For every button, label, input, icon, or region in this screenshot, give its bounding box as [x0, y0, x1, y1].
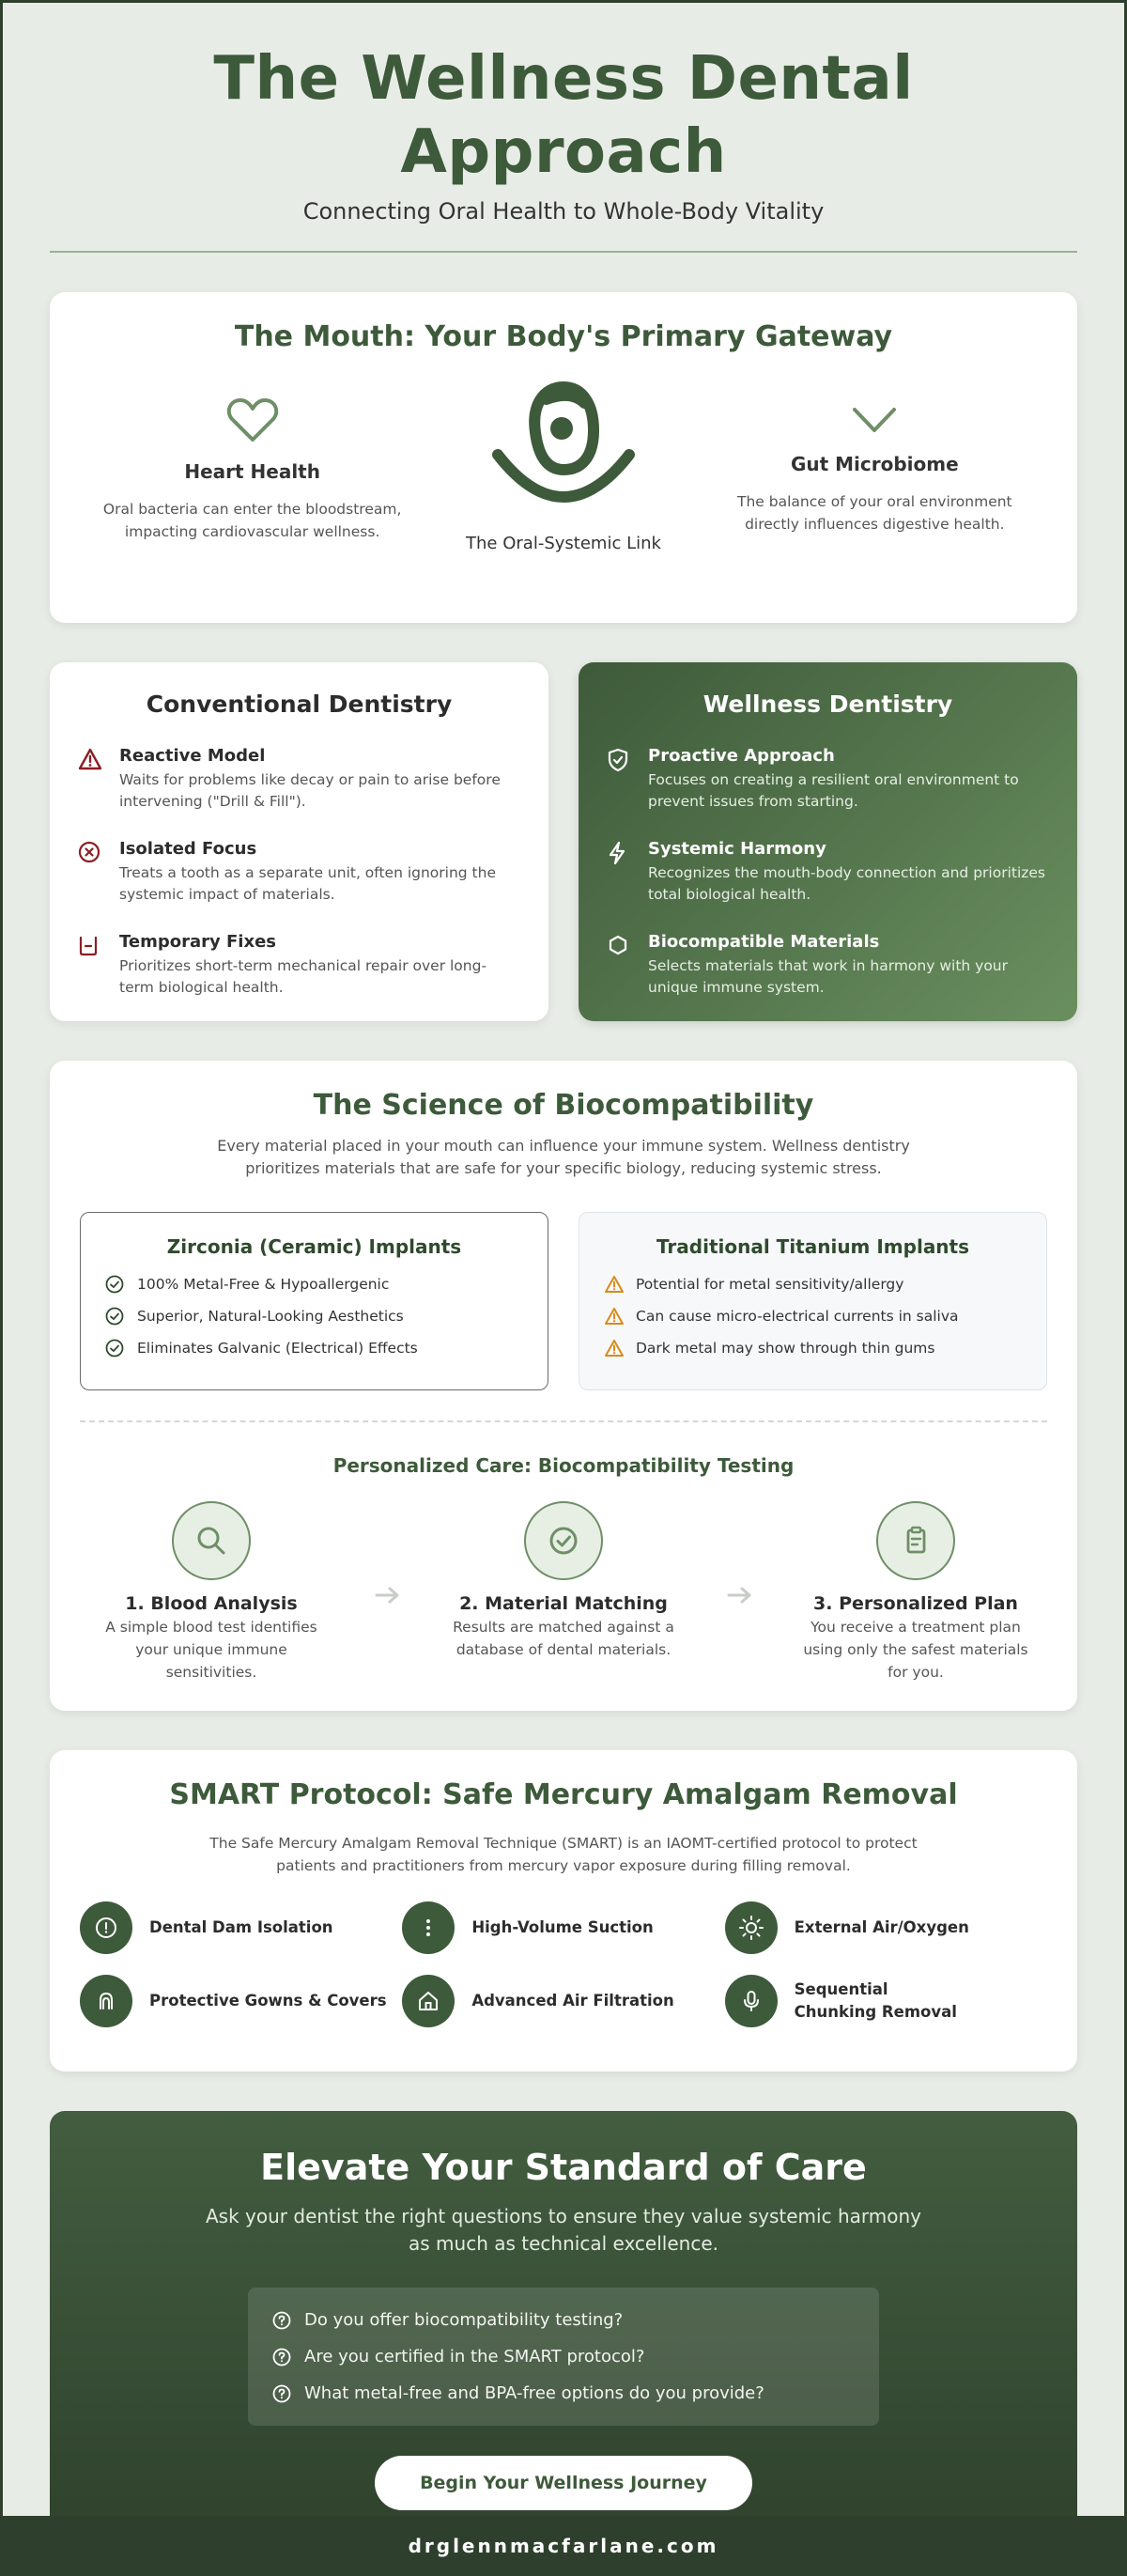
oral-systemic-column: [451, 380, 676, 553]
heart-health-column: [102, 396, 403, 543]
wellness-item-heading: Proactive Approach: [648, 746, 835, 766]
zirconia-item-text: 100% Metal-Free & Hypoallergenic: [137, 1276, 390, 1293]
bandage-icon: [78, 934, 99, 956]
oral-systemic-label: The Oral-Systemic Link: [466, 534, 661, 553]
smart-item: [725, 1901, 1047, 1954]
page-subtitle: Connecting Oral Health to Whole-Body Vitality: [302, 198, 825, 225]
house-icon: [416, 1989, 440, 2013]
clipboard-icon: [897, 1522, 934, 1560]
question-text: Are you certified in the SMART protocol?: [304, 2347, 645, 2367]
smart-item: [402, 1975, 724, 2027]
step-heading: 3. Personalized Plan: [813, 1593, 1018, 1614]
wellness-card: [579, 662, 1077, 1021]
heart-icon: [226, 396, 279, 443]
warning-triangle-icon: [604, 1339, 625, 1358]
step-material-matching: [441, 1501, 686, 1661]
page-title: The Wellness Dental Approach: [213, 44, 914, 187]
zirconia-title: Zirconia (Ceramic) Implants: [166, 1235, 462, 1258]
conventional-item-heading: Temporary Fixes: [119, 932, 277, 952]
wellness-item: [607, 746, 1049, 813]
smart-protocol-card: [50, 1750, 1077, 2072]
begin-journey-button[interactable]: Begin Your Wellness Journey: [375, 2456, 752, 2510]
wellness-item: [607, 839, 1049, 906]
check-circle-icon: [105, 1275, 124, 1294]
list-item: [604, 1339, 1022, 1358]
wellness-item-text: Selects materials that work in harmony with your unique immune system.: [648, 957, 1009, 996]
cta-section: [50, 2111, 1077, 2554]
gut-microbiome-column: [724, 404, 1025, 535]
wellness-item-text: Focuses on creating a resilient oral environment to prevent issues from starting.: [648, 771, 1019, 810]
warning-triangle-icon: [604, 1275, 625, 1294]
check-circle-icon: [105, 1339, 124, 1358]
page-header: [50, 3, 1077, 225]
smart-item-label: Protective Gowns & Covers: [149, 1992, 387, 2010]
titanium-item-text: Dark metal may show through thin gums: [636, 1340, 935, 1357]
zirconia-box: [80, 1212, 548, 1390]
footer: [3, 2516, 1124, 2576]
list-item: [105, 1339, 523, 1358]
smart-item-label: Sequential Chunking Removal: [794, 1980, 957, 2021]
wellness-item-heading: Biocompatible Materials: [648, 932, 880, 952]
zirconia-item-text: Eliminates Galvanic (Electrical) Effects: [137, 1340, 418, 1357]
alert-circle-icon: [94, 1916, 118, 1940]
arrow-right-icon: [721, 1501, 759, 1605]
conventional-item-text: Prioritizes short-term mechanical repair over long-term biological health.: [119, 957, 487, 996]
hood-icon: [94, 1989, 118, 2013]
biocompatibility-card: [50, 1061, 1077, 1711]
heart-health-text: Oral bacteria can enter the bloodstream, impacting cardiovascular wellness.: [102, 501, 402, 540]
oral-systemic-icon: [488, 380, 639, 520]
wellness-item: [607, 932, 1049, 999]
arrow-right-icon: [369, 1501, 407, 1605]
chevron-down-icon: [851, 404, 898, 436]
question-circle-icon: [272, 2348, 291, 2367]
smart-item-label: Advanced Air Filtration: [471, 1992, 674, 2010]
warning-triangle-icon: [604, 1307, 625, 1326]
wellness-item-heading: Systemic Harmony: [648, 839, 826, 859]
step-heading: 1. Blood Analysis: [125, 1593, 298, 1614]
implants-comparison: [80, 1212, 1047, 1390]
shield-check-icon: [607, 748, 629, 772]
smart-item: [80, 1975, 402, 2027]
comparison-section: [50, 662, 1077, 1021]
conventional-item: [78, 932, 520, 999]
dashed-divider: [80, 1420, 1047, 1422]
question-circle-icon: [272, 2311, 291, 2330]
conventional-item-text: Waits for problems like decay or pain to arise before intervening ("Drill & Fill").: [119, 771, 501, 810]
magnifier-icon: [193, 1522, 230, 1560]
microphone-icon: [739, 1989, 764, 2013]
conventional-title: Conventional Dentistry: [146, 691, 453, 718]
testing-steps: [80, 1501, 1047, 1684]
question-text: What metal-free and BPA-free options do you provide?: [304, 2383, 764, 2403]
titanium-box: [579, 1212, 1047, 1390]
gut-microbiome-text: The balance of your oral environment directly influences digestive health.: [736, 493, 1012, 533]
list-item: [604, 1275, 1022, 1294]
titanium-item-text: Can cause micro-electrical currents in saliva: [636, 1308, 959, 1325]
smart-item-label: External Air/Oxygen: [794, 1918, 969, 1936]
questions-box: [248, 2288, 879, 2426]
lightning-icon: [607, 841, 627, 865]
smart-item: [725, 1975, 1047, 2027]
wellness-title: Wellness Dentistry: [702, 691, 953, 718]
biocompatibility-intro: Every material placed in your mouth can influence your immune system. Wellness dentistry prioritizes materials that are safe for your specific biology, reducing systemic stress.: [217, 1137, 910, 1177]
list-item: [105, 1307, 523, 1326]
header-divider: [50, 251, 1077, 253]
check-circle-icon: [545, 1522, 582, 1560]
smart-item-label: Dental Dam Isolation: [149, 1918, 333, 1936]
step-text: A simple blood test identifies your unique immune sensitivities.: [105, 1619, 317, 1681]
biocompatibility-title: The Science of Biocompatibility: [313, 1089, 814, 1122]
conventional-item-heading: Isolated Focus: [119, 839, 257, 859]
step-text: Results are matched against a database of dental materials.: [453, 1619, 674, 1658]
testing-title: Personalized Care: Biocompatibility Testing: [332, 1454, 795, 1477]
smart-item: [402, 1901, 724, 1954]
check-circle-icon: [105, 1307, 124, 1326]
smart-steps-grid: [80, 1901, 1047, 2027]
step-text: You receive a treatment plan using only the safest materials for you.: [803, 1619, 1028, 1681]
cta-title: Elevate Your Standard of Care: [260, 2147, 867, 2188]
cta-subtitle: Ask your dentist the right questions to ensure they value systemic harmony as much as technical excellence.: [206, 2205, 921, 2255]
conventional-item: [78, 746, 520, 813]
vertical-dots-icon: [416, 1916, 440, 1940]
titanium-item-text: Potential for metal sensitivity/allergy: [636, 1276, 904, 1293]
list-item: [604, 1307, 1022, 1326]
conventional-item-text: Treats a tooth as a separate unit, often ignoring the systemic impact of materials.: [119, 864, 496, 903]
question-item: [272, 2347, 855, 2367]
smart-item: [80, 1901, 402, 1954]
conventional-item: [78, 839, 520, 906]
question-text: Do you offer biocompatibility testing?: [304, 2310, 624, 2330]
question-circle-icon: [272, 2384, 291, 2403]
question-item: [272, 2310, 855, 2330]
hexagon-icon: [607, 934, 629, 956]
footer-site-link[interactable]: drglennmacfarlane.com: [408, 2535, 719, 2557]
zirconia-item-text: Superior, Natural-Looking Aesthetics: [137, 1308, 404, 1325]
heart-health-heading: Heart Health: [184, 460, 320, 483]
titanium-title: Traditional Titanium Implants: [656, 1235, 970, 1258]
conventional-item-heading: Reactive Model: [119, 746, 266, 766]
step-heading: 2. Material Matching: [459, 1593, 668, 1614]
step-blood-analysis: [89, 1501, 333, 1684]
smart-item-label: High-Volume Suction: [471, 1918, 654, 1936]
smart-intro: The Safe Mercury Amalgam Removal Technique (SMART) is an IAOMT-certified protocol to protect patients and practitioners from mercury vapor exposure during filling removal.: [209, 1835, 918, 1874]
gateway-card: [50, 292, 1077, 623]
circle-x-icon: [78, 841, 100, 863]
warning-triangle-icon: [78, 748, 102, 770]
wellness-item-text: Recognizes the mouth-body connection and prioritizes total biological health.: [648, 864, 1046, 903]
step-personalized-plan: [794, 1501, 1038, 1684]
gateway-title: The Mouth: Your Body's Primary Gateway: [234, 320, 893, 353]
smart-title: SMART Protocol: Safe Mercury Amalgam Removal: [169, 1778, 958, 1811]
conventional-card: [50, 662, 548, 1021]
question-item: [272, 2383, 855, 2403]
gut-microbiome-heading: Gut Microbiome: [790, 453, 959, 475]
list-item: [105, 1275, 523, 1294]
sun-icon: [738, 1915, 764, 1941]
